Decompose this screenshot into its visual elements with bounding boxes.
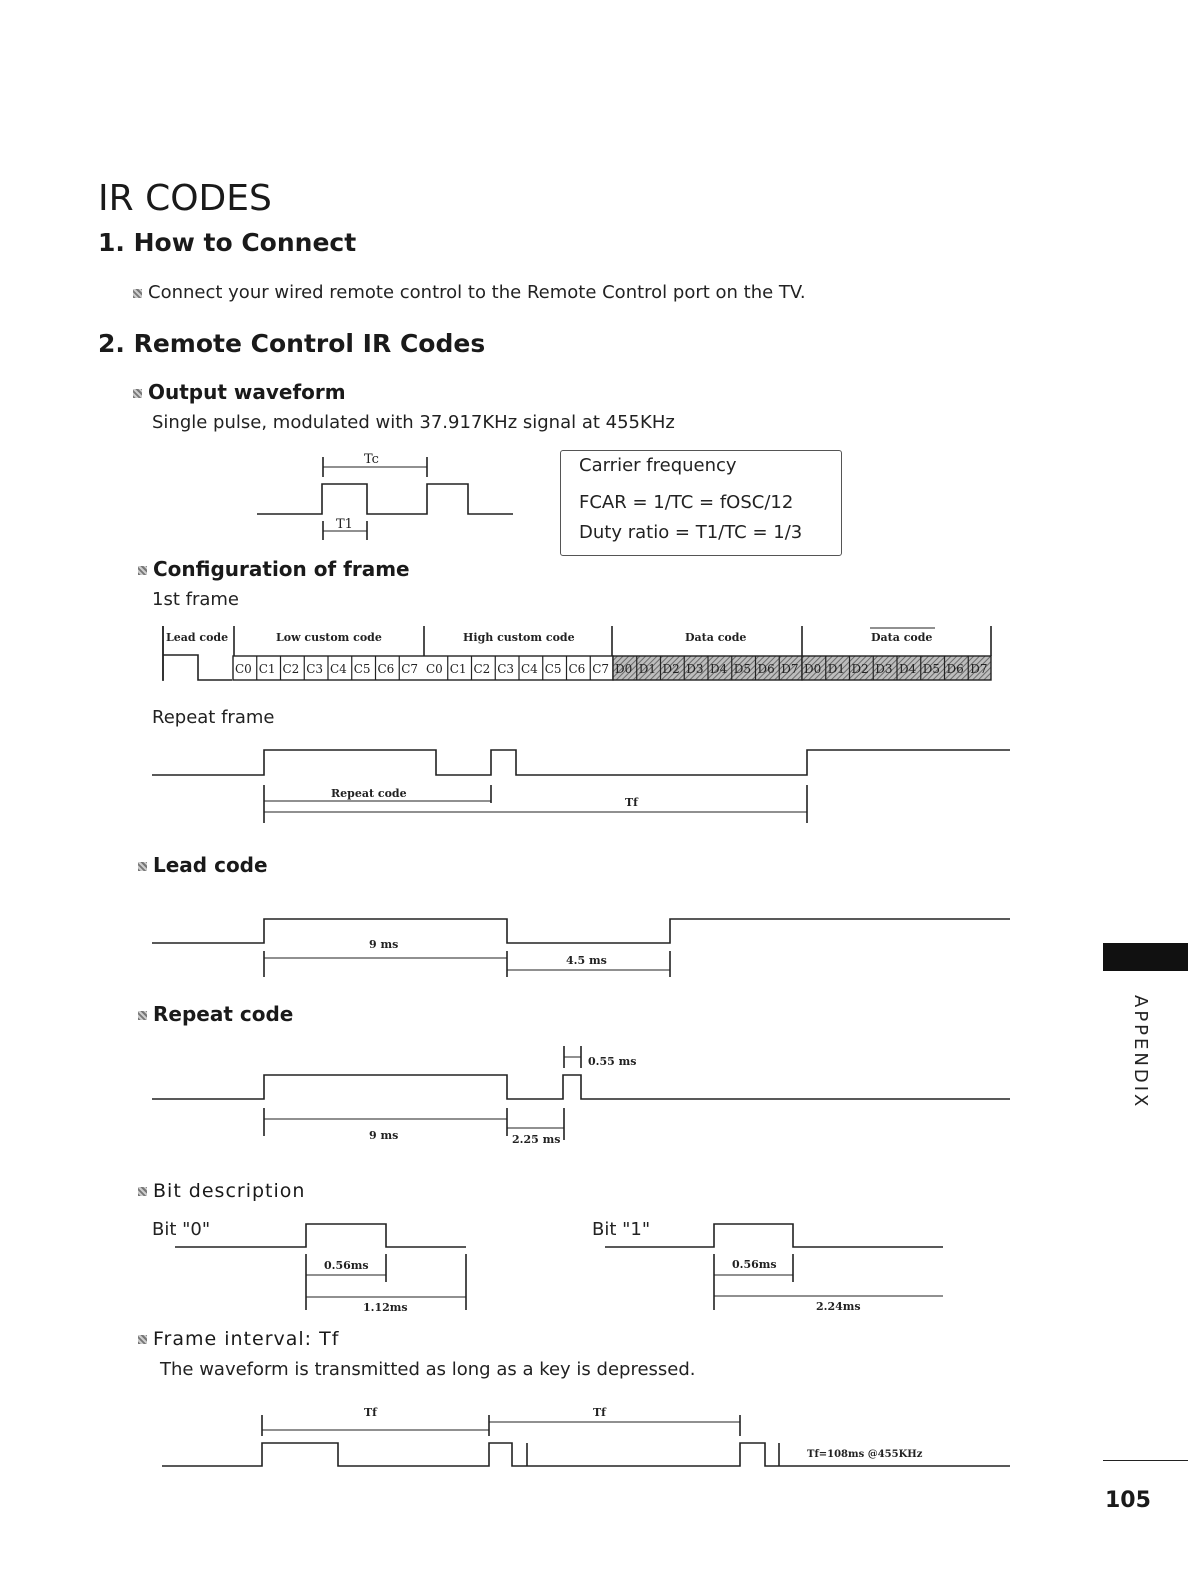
frame-bit-label: D2 bbox=[662, 662, 680, 676]
repeat-code-span-label: Repeat code bbox=[331, 787, 407, 800]
frame-bit-label: C2 bbox=[282, 662, 300, 676]
bit0-label: Bit "0" bbox=[152, 1219, 211, 1240]
frame-bit-label: C2 bbox=[473, 662, 491, 676]
carrier-formula: FCAR = 1/TC = fOSC/12 bbox=[579, 492, 794, 513]
bit0-total-label: 1.12ms bbox=[363, 1301, 408, 1314]
repeat-code-heading: Repeat code bbox=[138, 1002, 293, 1026]
frame-bit-label: D7 bbox=[970, 662, 988, 676]
frame-lead-code-label: Lead code bbox=[166, 631, 229, 644]
section-remote-codes: 2. Remote Control IR Codes bbox=[98, 329, 486, 358]
frame-bit-label: D6 bbox=[946, 662, 964, 676]
frame-data-inv-label: Data code bbox=[871, 631, 933, 644]
frame-bit-label: D5 bbox=[733, 662, 752, 676]
tf-note: Tf=108ms @455KHz bbox=[807, 1449, 923, 1460]
tf2-label: Tf bbox=[593, 1406, 606, 1419]
repeat-055ms-label: 0.55 ms bbox=[588, 1055, 637, 1068]
bit1-total-label: 2.24ms bbox=[816, 1300, 861, 1313]
frame-bit-label: D3 bbox=[686, 662, 704, 676]
frame-bit-label: C5 bbox=[544, 662, 562, 676]
bit-description-heading: Bit description bbox=[138, 1180, 305, 1202]
connect-text: Connect your wired remote control to the Remote Control port on the TV. bbox=[148, 282, 806, 303]
frame-low-custom-label: Low custom code bbox=[276, 631, 382, 644]
frame-bit-label: D4 bbox=[710, 662, 728, 676]
repeat-9ms-label: 9 ms bbox=[369, 1129, 399, 1142]
page-title: IR CODES bbox=[98, 178, 272, 219]
frame-bit-label: D7 bbox=[781, 662, 799, 676]
frame-bit-label: D5 bbox=[922, 662, 941, 676]
bit1-signal bbox=[605, 1224, 943, 1247]
frame-bit-label: C6 bbox=[568, 662, 586, 676]
output-waveform-signal bbox=[257, 484, 513, 514]
page-number-rule bbox=[1103, 1460, 1188, 1461]
lead-9ms-label: 9 ms bbox=[369, 938, 399, 951]
frame-interval-heading: Frame interval: Tf bbox=[138, 1328, 339, 1350]
frame-bit-label: D6 bbox=[757, 662, 775, 676]
frame-bit-label: C7 bbox=[592, 662, 610, 676]
bit1-high-label: 0.56ms bbox=[732, 1258, 777, 1271]
frame-bit-label: D2 bbox=[851, 662, 869, 676]
frame-bit-label: C4 bbox=[521, 662, 538, 676]
section-how-to-connect: 1. How to Connect bbox=[98, 228, 357, 257]
frame-bit-label: C1 bbox=[449, 662, 467, 676]
lead-code-heading: Lead code bbox=[138, 853, 268, 877]
frame-bit-label: D0 bbox=[615, 662, 633, 676]
repeat-code-signal bbox=[152, 1075, 1010, 1099]
frame-bit-label: C1 bbox=[258, 662, 276, 676]
frame-config-heading: Configuration of frame bbox=[138, 557, 410, 581]
first-frame-label: 1st frame bbox=[152, 589, 239, 610]
frame-bit-label: C6 bbox=[377, 662, 395, 676]
output-waveform-text: Single pulse, modulated with 37.917KHz signal at 455KHz bbox=[152, 412, 675, 433]
frame-bit-label: D1 bbox=[827, 662, 846, 676]
frame-bit-label: C5 bbox=[353, 662, 371, 676]
tf-span-label: Tf bbox=[625, 796, 638, 809]
lead-code-signal bbox=[152, 919, 1010, 943]
frame-bit-label: C0 bbox=[235, 662, 252, 676]
frame-bit-label: D0 bbox=[804, 662, 822, 676]
duty-ratio: Duty ratio = T1/TC = 1/3 bbox=[579, 522, 803, 543]
frame-bit-label: C3 bbox=[306, 662, 324, 676]
repeat-frame-signal bbox=[152, 750, 1010, 775]
tc-label: Tc bbox=[364, 452, 379, 467]
output-waveform-heading: Output waveform bbox=[133, 380, 346, 404]
bit0-signal bbox=[175, 1224, 466, 1247]
page-number: 105 bbox=[1105, 1488, 1151, 1513]
frame-bit-label: D3 bbox=[875, 662, 893, 676]
tf1-label: Tf bbox=[364, 1406, 377, 1419]
frame-high-custom-label: High custom code bbox=[463, 631, 575, 644]
frame-bit-label: C0 bbox=[426, 662, 443, 676]
frame-bit-label: D4 bbox=[899, 662, 917, 676]
frame-bit-label: C7 bbox=[401, 662, 419, 676]
bit1-label: Bit "1" bbox=[592, 1219, 651, 1240]
t1-label: T1 bbox=[336, 517, 353, 532]
bit0-high-label: 0.56ms bbox=[324, 1259, 369, 1272]
repeat-225ms-label: 2.25 ms bbox=[512, 1133, 561, 1146]
frame-bit-label: C4 bbox=[330, 662, 347, 676]
carrier-title: Carrier frequency bbox=[579, 455, 737, 476]
repeat-frame-label: Repeat frame bbox=[152, 707, 275, 728]
frame-bit-label: D1 bbox=[638, 662, 657, 676]
frame-bit-label: C3 bbox=[497, 662, 515, 676]
frame-interval-text: The waveform is transmitted as long as a key is depressed. bbox=[160, 1359, 696, 1380]
frame-data-code-label: Data code bbox=[685, 631, 747, 644]
appendix-tab-marker bbox=[1103, 943, 1188, 971]
lead-45ms-label: 4.5 ms bbox=[566, 954, 607, 967]
appendix-side-label: APPENDIX bbox=[1130, 995, 1151, 1110]
